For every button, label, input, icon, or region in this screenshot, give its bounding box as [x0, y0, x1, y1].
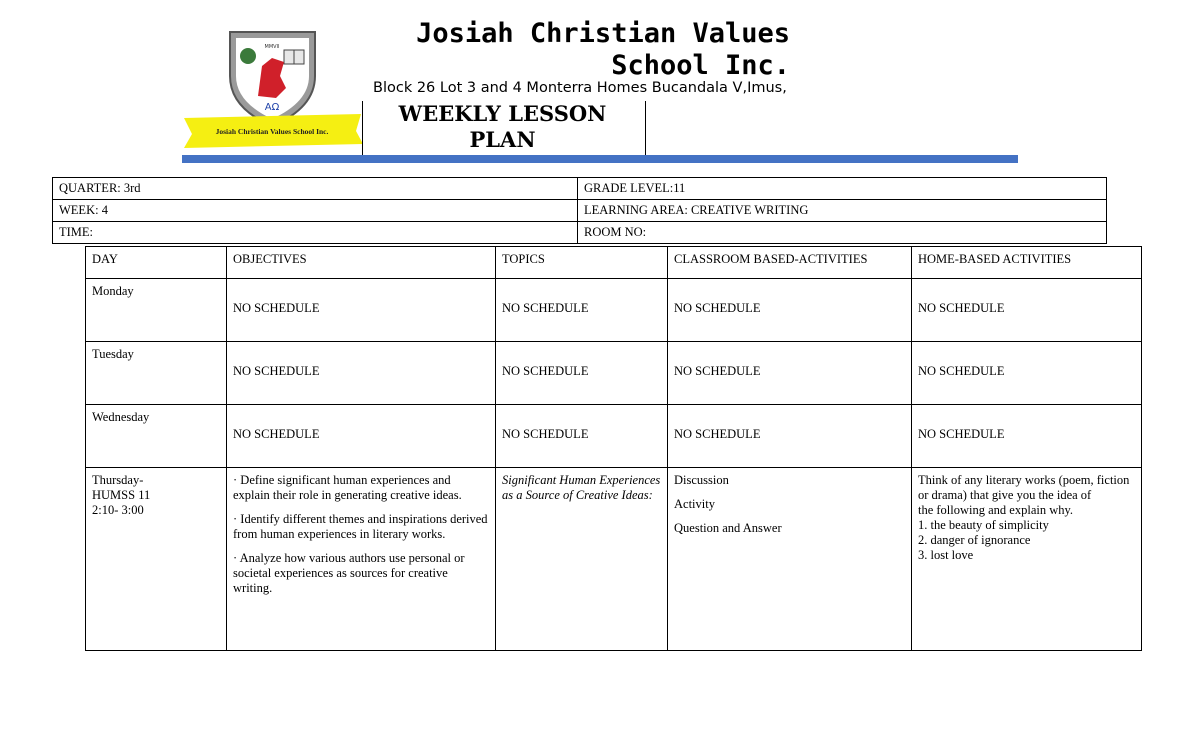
home-item: 2. danger of ignorance	[918, 533, 1031, 547]
header-classroom-activities: CLASSROOM BASED-ACTIVITIES	[668, 247, 912, 279]
info-row	[53, 200, 1107, 222]
topics-cell: NO SCHEDULE	[496, 405, 668, 468]
topics-cell: Significant Human Experiences as a Source of Creative Ideas:	[496, 468, 668, 651]
home-item: 3. lost love	[918, 548, 974, 562]
classroom-cell: NO SCHEDULE	[668, 405, 912, 468]
lesson-plan-table	[85, 246, 1142, 651]
objective-item: · Analyze how various authors use personal or societal experiences as sources for creative writing.	[233, 551, 465, 595]
day-time: 2:10- 3:00	[92, 503, 144, 517]
home-cell	[912, 468, 1142, 651]
document-title-line1: WEEKLY LESSON	[398, 101, 607, 126]
grade-level-cell: GRADE LEVEL:11	[578, 178, 1107, 200]
week-cell: WEEK: 4	[53, 200, 578, 222]
home-cell: NO SCHEDULE	[912, 342, 1142, 405]
objectives-cell	[227, 468, 496, 651]
day-cell	[86, 468, 227, 651]
day-cell: Monday	[86, 279, 227, 342]
info-table	[52, 177, 1107, 244]
info-row	[53, 222, 1107, 244]
document-title	[385, 101, 620, 153]
classroom-cell: NO SCHEDULE	[668, 279, 912, 342]
day-name: Thursday-	[92, 473, 144, 487]
table-header-row	[86, 247, 1142, 279]
home-item: 1. the beauty of simplicity	[918, 518, 1049, 532]
school-name-line1: Josiah Christian Values	[416, 18, 790, 49]
school-name	[400, 18, 790, 82]
school-address: Block 26 Lot 3 and 4 Monterra Homes Bucandala V,Imus,	[373, 80, 787, 96]
home-cell: NO SCHEDULE	[912, 279, 1142, 342]
header-divider-bar	[182, 155, 1018, 163]
day-section: HUMSS 11	[92, 488, 151, 502]
day-cell: Wednesday	[86, 405, 227, 468]
table-row-thursday	[86, 468, 1142, 651]
home-intro-2: the following and explain why.	[918, 503, 1074, 517]
home-intro: Think of any literary works (poem, fiction or drama) that give you the idea of	[918, 473, 1130, 502]
time-cell: TIME:	[53, 222, 578, 244]
quarter-cell: QUARTER: 3rd	[53, 178, 578, 200]
school-name-line2: School Inc.	[611, 50, 790, 81]
activity-item: Question and Answer	[674, 521, 782, 535]
document-title-line2: PLAN	[469, 127, 536, 152]
title-divider-left	[362, 101, 363, 157]
home-cell: NO SCHEDULE	[912, 405, 1142, 468]
day-cell: Tuesday	[86, 342, 227, 405]
header-home-activities: HOME-BASED ACTIVITIES	[912, 247, 1142, 279]
objectives-cell: NO SCHEDULE	[227, 405, 496, 468]
table-row-monday	[86, 279, 1142, 342]
info-row	[53, 178, 1107, 200]
topics-cell: NO SCHEDULE	[496, 279, 668, 342]
header-day: DAY	[86, 247, 227, 279]
objectives-cell: NO SCHEDULE	[227, 342, 496, 405]
logo-banner-text: Josiah Christian Values School Inc.	[215, 127, 329, 136]
topics-cell: NO SCHEDULE	[496, 342, 668, 405]
logo-top-text: MMVII	[264, 44, 280, 50]
table-row-wednesday	[86, 405, 1142, 468]
table-row-tuesday	[86, 342, 1142, 405]
learning-area-cell: LEARNING AREA: CREATIVE WRITING	[578, 200, 1107, 222]
room-cell: ROOM NO:	[578, 222, 1107, 244]
classroom-cell	[668, 468, 912, 651]
title-divider-right	[645, 101, 646, 157]
activity-item: Discussion	[674, 473, 729, 487]
header-topics: TOPICS	[496, 247, 668, 279]
classroom-cell: NO SCHEDULE	[668, 342, 912, 405]
school-logo	[180, 26, 365, 151]
objective-item: · Define significant human experiences and explain their role in generating creative ideas.	[233, 473, 462, 502]
logo-symbol: AΩ	[264, 102, 280, 113]
activity-item: Activity	[674, 497, 715, 511]
header-objectives: OBJECTIVES	[227, 247, 496, 279]
objectives-cell: NO SCHEDULE	[227, 279, 496, 342]
objective-item: · Identify different themes and inspirations derived from human experiences in literary works.	[233, 512, 488, 541]
